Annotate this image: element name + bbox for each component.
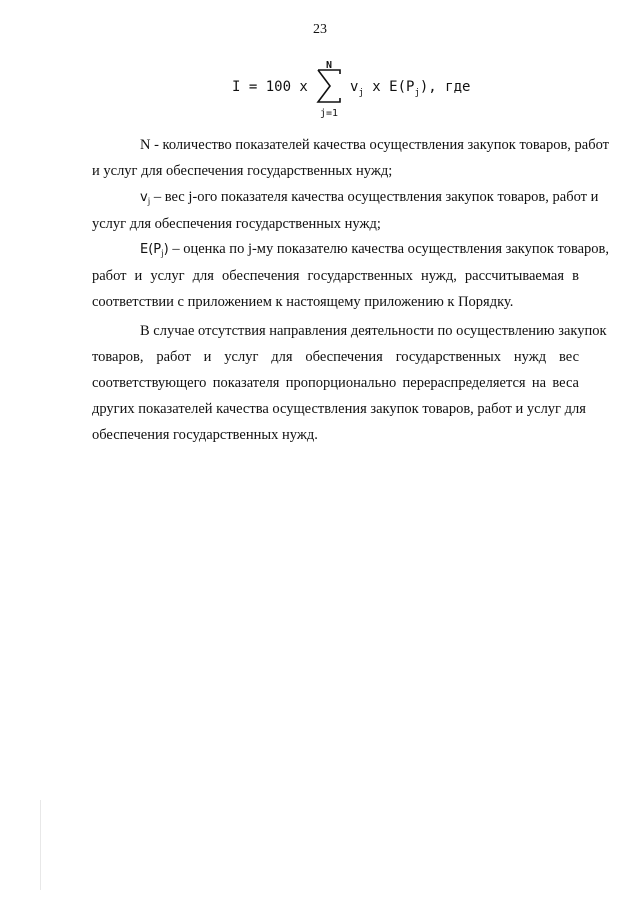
text-line: услуг для обеспечения государственных нужд;: [92, 216, 381, 232]
text-line-content: – оценка по j-му показателю качества осуществления закупок товаров,: [168, 241, 610, 257]
formula-v: v: [350, 79, 359, 95]
text-line: соответствии с приложением к настоящему приложению к Порядку.: [92, 294, 514, 310]
text-line: [92, 132, 609, 158]
sum-upper-limit: N: [325, 60, 333, 71]
page-number: 23: [313, 22, 327, 37]
formula-x-e: x E(P: [363, 79, 415, 95]
text-line: товаров, работ и услуг для обеспечения государственных нужд вес: [92, 349, 579, 365]
text-line: работ и услуг для обеспечения государственных нужд, рассчитываемая в: [92, 268, 579, 284]
symbol-v-sub: j: [147, 196, 151, 206]
formula-end: ), где: [419, 79, 471, 95]
symbol-close-paren: ): [163, 242, 169, 257]
sum-lower-limit: j=1: [319, 108, 339, 119]
paragraph-redistribution: [92, 318, 607, 448]
formula-lhs: I = 100 x: [232, 79, 308, 95]
text-line: обеспечения государственных нужд.: [92, 427, 318, 443]
symbol-v: v: [140, 190, 148, 205]
text-line-content: N - количество показателей качества осуществления закупок товаров, работ: [140, 137, 609, 153]
text-line: [92, 184, 599, 211]
text-line-content: – вес j-ого показателя качества осуществления закупок товаров, работ и: [150, 189, 599, 205]
sigma-icon: [316, 68, 342, 104]
formula-p-sub: j: [414, 88, 420, 98]
text-line: В случае отсутствия направления деятельности по осуществлению закупок: [140, 323, 607, 339]
scan-margin-mark: [40, 800, 41, 890]
formula-v-sub: j: [358, 88, 364, 98]
paragraph-epj-definition: [92, 236, 610, 315]
formula-rhs: [350, 79, 471, 98]
summation: [314, 60, 344, 130]
text-line: и услуг для обеспечения государственных нужд;: [92, 163, 393, 179]
text-line: [92, 236, 610, 263]
paragraph-n-definition: [92, 132, 609, 184]
symbol-p-sub: j: [161, 248, 164, 258]
text-line: других показателей качества осуществления закупок товаров, работ и услуг для: [92, 401, 586, 417]
symbol-e-p: E(P: [140, 242, 162, 257]
text-line: соответствующего показателя пропорционально перераспределяется на веса: [92, 375, 579, 391]
paragraph-vj-definition: [92, 184, 599, 237]
